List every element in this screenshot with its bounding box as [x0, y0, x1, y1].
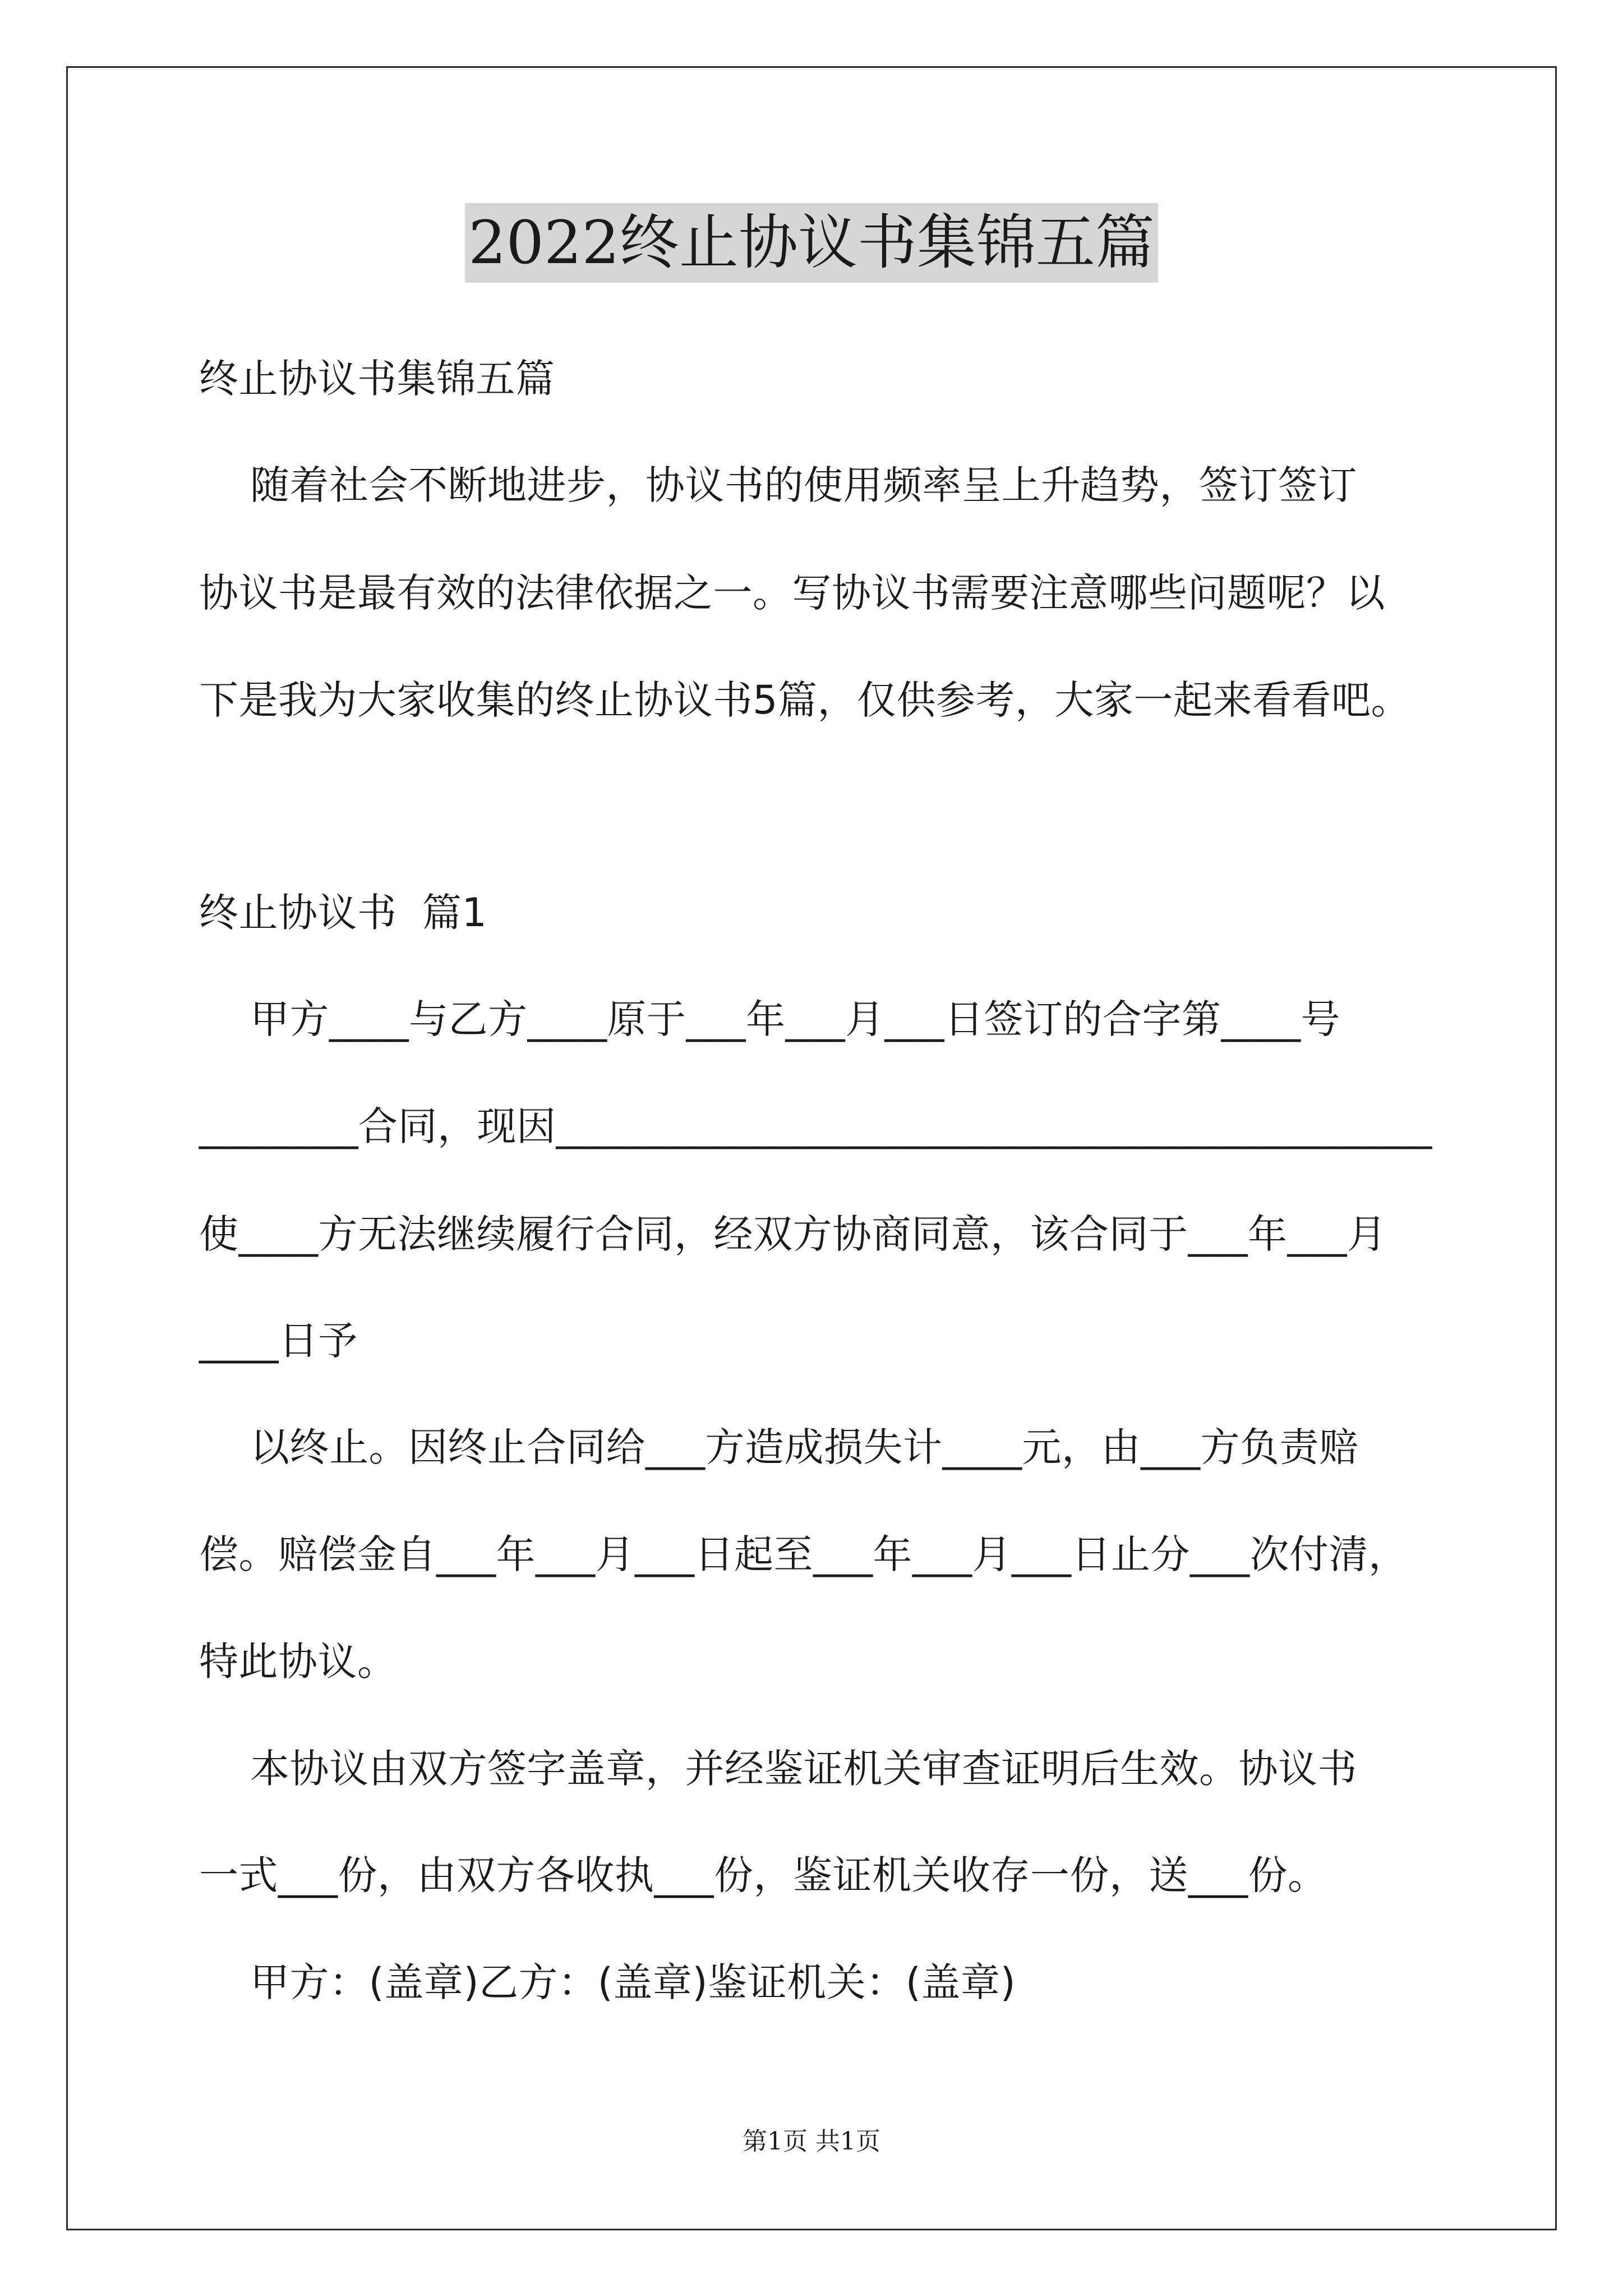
body-line-3: 使____方无法继续履行合同，经双方协商同意，该合同于___年___月 [199, 1211, 1387, 1257]
page-footer: 第1页 共1页 [743, 2127, 880, 2156]
body-line-2: ________合同，现因____________________________________________ [199, 1103, 1432, 1149]
intro-line-3: 下是我为大家收集的终止协议书5篇，仅供参考，大家一起来看看吧。 [199, 677, 1411, 723]
title-container [0, 203, 1623, 283]
body-line-6: 偿。赔偿金自___年___月___日起至___年___月___日止分___次付清， [199, 1531, 1408, 1577]
body-line-9: 一式___份，由双方各收执___份，鉴证机关收存一份，送___份。 [199, 1852, 1327, 1898]
body-line-7: 特此协议。 [199, 1639, 397, 1685]
intro-line-2: 协议书是最有效的法律依据之一。写协议书需要注意哪些问题呢？以 [199, 570, 1385, 616]
body-line-1: 甲方____与乙方____原于___年___月___日签订的合字第____号 [199, 996, 1341, 1042]
subtitle-line: 终止协议书集锦五篇 [199, 356, 555, 402]
signature-line: 甲方：(盖章)乙方：(盖章)鉴证机关：(盖章) [199, 1959, 1016, 2005]
body-line-5: 以终止。因终止合同给___方造成损失计____元，由___方负责赔 [199, 1424, 1359, 1470]
body-line-8: 本协议由双方签字盖章，并经鉴证机关审查证明后生效。协议书 [199, 1746, 1358, 1792]
section-heading: 终止协议书 篇1 [199, 890, 487, 936]
intro-line-1: 随着社会不断地进步，协议书的使用频率呈上升趋势，签订签订 [199, 462, 1358, 508]
document-title: 2022终止协议书集锦五篇 [465, 203, 1158, 283]
body-line-4: ____日予 [199, 1318, 358, 1364]
